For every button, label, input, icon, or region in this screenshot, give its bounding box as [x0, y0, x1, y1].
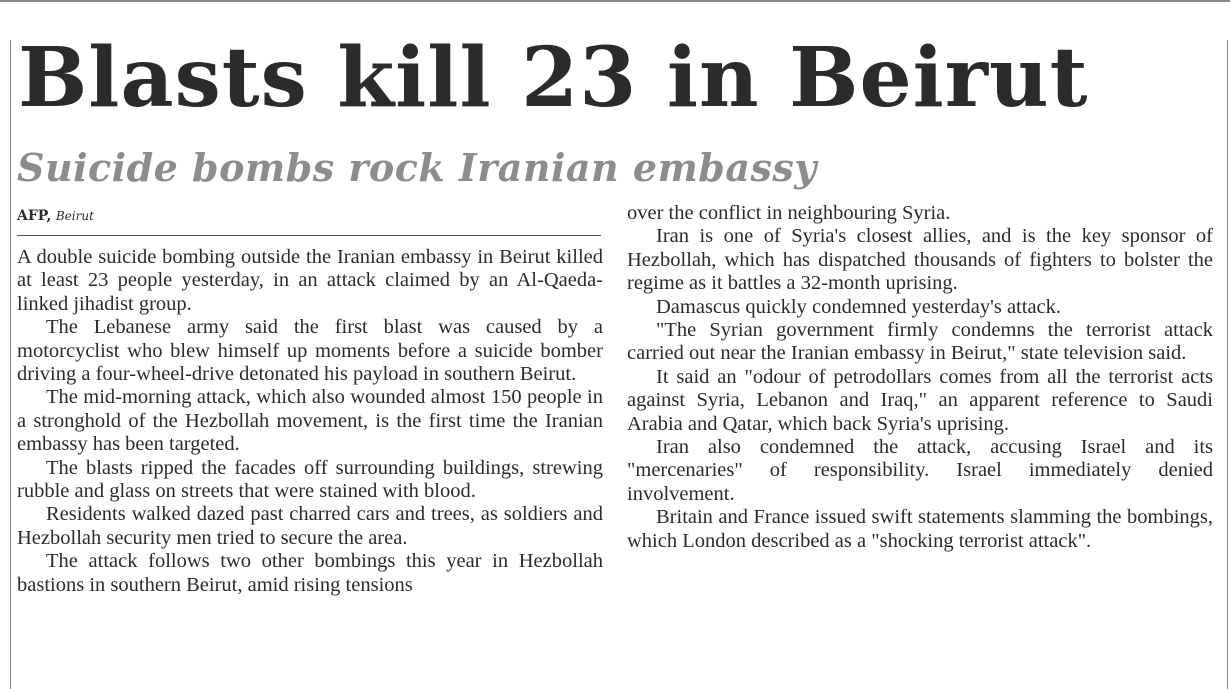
- paragraph: It said an "odour of petrodollars comes from all the terrorist acts against Syria, Lebanon and Iraq," an apparent reference to Saudi Arabia and Qatar, which back Syria's uprising.: [627, 365, 1213, 435]
- paragraph: A double suicide bombing outside the Iranian embassy in Beirut killed at least 23 people yesterday, in an attack claimed by an Al-Qaeda-linked jihadist group.: [17, 246, 603, 315]
- paragraph: Iran is one of Syria's closest allies, and is the key sponsor of Hezbollah, which has dispatched thousands of fighters to bolster the regime as it battles a 32-month uprising.: [627, 225, 1213, 295]
- paragraph: over the conflict in neighbouring Syria.: [627, 202, 951, 224]
- byline: [17, 205, 601, 227]
- byline-location: Beirut: [55, 209, 94, 223]
- left-border-rule: [10, 40, 11, 689]
- paragraph: Residents walked dazed past charred cars and trees, as soldiers and Hezbollah security men tried to secure the area.: [17, 503, 603, 549]
- article-column-left: [17, 246, 603, 597]
- top-border-rule: [0, 0, 1230, 2]
- byline-source: AFP,: [17, 208, 52, 224]
- headline: Blasts kill 23 in Beirut: [18, 30, 1089, 126]
- paragraph: The mid-morning attack, which also wounded almost 150 people in a stronghold of the Hezbollah movement, is the first time the Iranian embassy has been targeted.: [17, 386, 603, 456]
- paragraph: The Lebanese army said the first blast was caused by a motorcyclist who blew himself up moments before a suicide bomber driving a four-wheel-drive detonated his payload in southern Beirut.: [17, 316, 603, 386]
- right-border-rule: [1227, 40, 1228, 689]
- subheadline: Suicide bombs rock Iranian embassy: [17, 145, 817, 190]
- byline-divider: [17, 235, 601, 236]
- paragraph: The blasts ripped the facades off surrounding buildings, strewing rubble and glass on streets that were stained with blood.: [17, 456, 603, 503]
- paragraph: Iran also condemned the attack, accusing Israel and its "mercenaries" of responsibility. Israel immediately denied involvement.: [627, 436, 1213, 505]
- paragraph: Damascus quickly condemned yesterday's attack.: [656, 295, 1062, 318]
- paragraph: Britain and France issued swift statements slamming the bombings, which London described as a "shocking terrorist attack".: [627, 506, 1213, 552]
- paragraph: The attack follows two other bombings this year in Hezbollah bastions in southern Beirut, amid rising tensions: [17, 550, 603, 596]
- paragraph: "The Syrian government firmly condemns the terrorist attack carried out near the Iranian embassy in Beirut," state television said.: [627, 319, 1213, 365]
- article-column-right: [627, 202, 1213, 553]
